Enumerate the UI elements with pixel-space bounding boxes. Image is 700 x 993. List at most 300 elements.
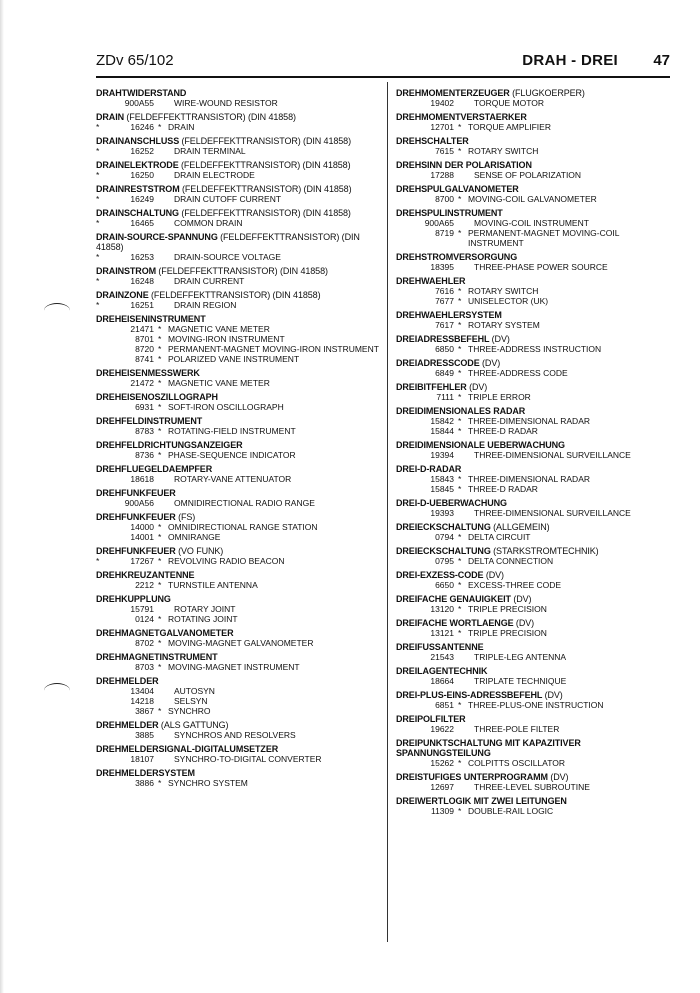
english-translation: ROTARY SYSTEM [468,320,540,330]
dictionary-entry [96,440,381,460]
entry-term [96,512,381,522]
translation-row [96,218,381,228]
column-divider [387,82,388,942]
entry-term [396,88,676,98]
translation-row [396,508,676,518]
english-translation: THREE-POLE FILTER [474,724,560,734]
dictionary-entry [96,744,381,764]
term-qualifier: (DV) [515,618,535,628]
new-entry-star: * [96,122,100,132]
translation-row [96,474,381,484]
entry-term [396,546,676,556]
term-qualifier: (FELDEFFEKTTRANSISTOR) (DIN 41858) [181,136,351,146]
term-text: DREHKREUZANTENNE [96,570,195,580]
term-qualifier: (DV) [485,570,504,580]
entry-term [396,464,676,474]
english-translation: DRAIN ELECTRODE [174,170,255,180]
english-translation: TORQUE MOTOR [474,98,545,108]
preferred-term-star: * [158,662,162,672]
translation-row [396,450,676,460]
english-translation: COLPITTS OSCILLATOR [468,758,565,768]
dictionary-entry [396,334,676,354]
term-qualifier: (FELDEFFEKTTRANSISTOR) (DIN 41858) [181,160,351,170]
preferred-term-star: * [158,638,162,648]
preferred-term-star: * [458,484,462,494]
translation-row [96,276,381,286]
term-text: DREHMELDER [96,676,159,686]
entry-term [396,334,676,344]
preferred-term-star: * [158,122,162,132]
term-text: DREHMAGNETGALVANOMETER [96,628,234,638]
preferred-term-star: * [458,532,462,542]
term-text: DREIDIMENSIONALES RADAR [396,406,526,416]
translation-row [396,724,676,734]
entry-number: 18618 [130,474,154,484]
translation-row [96,450,381,460]
dictionary-entry [96,266,381,286]
translation-row [396,344,676,354]
english-translation: DRAIN [168,122,195,132]
entry-term [96,290,381,300]
english-translation: SOFT-IRON OSCILLOGRAPH [168,402,284,412]
english-translation: REVOLVING RADIO BEACON [168,556,285,566]
entry-term [396,772,676,782]
dictionary-entry [96,88,381,108]
preferred-term-star: * [458,416,462,426]
entry-number: 18107 [130,754,154,764]
term-qualifier: (FELDEFFEKTTRANSISTOR) (DIN 41858) [181,208,351,218]
entry-number: 8736 [135,450,154,460]
preferred-term-star: * [458,426,462,436]
entry-number: 16248 [130,276,154,286]
term-text: DRAINELEKTRODE [96,160,179,170]
entry-number: 8720 [135,344,154,354]
new-entry-star: * [96,194,100,204]
term-text: DREIDIMENSIONALE UEBERWACHUNG [396,440,565,450]
english-translation: TRIPLE ERROR [468,392,531,402]
dictionary-entry [396,738,676,768]
dictionary-entry [96,546,381,566]
entry-term [96,488,381,498]
preferred-term-star: * [158,402,162,412]
translation-row [96,378,381,388]
english-translation: TORQUE AMPLIFIER [468,122,551,132]
entry-term [396,796,676,806]
translation-row [396,122,676,132]
entry-number: 17267 [130,556,154,566]
translation-row [396,296,676,306]
translation-row [96,686,381,696]
english-translation: TURNSTILE ANTENNA [168,580,258,590]
translation-row [96,300,381,310]
preferred-term-star: * [458,392,462,402]
term-qualifier: (VO FUNK) [178,546,224,556]
term-text: DRAHTWIDERSTAND [96,88,187,98]
english-translation: TRIPLE PRECISION [468,628,547,638]
entry-number: 900A65 [424,218,454,228]
preferred-term-star: * [158,614,162,624]
translation-row [396,700,676,710]
term-text: DRAINANSCHLUSS [96,136,180,146]
dictionary-entry [96,112,381,132]
entry-number: 19622 [430,724,454,734]
translation-row [96,146,381,156]
translation-row [396,806,676,816]
english-translation: DRAIN CURRENT [174,276,245,286]
new-entry-star: * [96,170,100,180]
left-column [96,88,381,792]
english-translation: MAGNETIC VANE METER [168,324,270,334]
english-translation: DRAIN TERMINAL [174,146,246,156]
english-translation: DELTA CONNECTION [468,556,554,566]
entry-number: 13120 [430,604,454,614]
entry-number: 900A55 [124,98,154,108]
english-translation: DELTA CIRCUIT [468,532,531,542]
term-text: DREHMAGNETINSTRUMENT [96,652,218,662]
preferred-term-star: * [458,228,462,238]
entry-term [96,88,381,98]
dictionary-entry [396,772,676,792]
term-text: DREHKUPPLUNG [96,594,171,604]
preferred-term-star: * [158,344,162,354]
preferred-term-star: * [458,344,462,354]
english-translation: PERMANENT-MAGNET MOVING-COIL INSTRUMENT [468,228,620,248]
translation-row [396,604,676,614]
entry-number: 14000 [130,522,154,532]
dictionary-entry [96,512,381,542]
entry-number: 13404 [130,686,154,696]
english-translation: MOVING-IRON INSTRUMENT [168,334,285,344]
translation-row [396,320,676,330]
entry-number: 0124 [135,614,154,624]
entry-term [396,440,676,450]
english-translation: THREE-D RADAR [468,426,538,436]
english-translation: EXCESS-THREE CODE [468,580,562,590]
entry-number: 19394 [430,450,454,460]
entry-number: 0794 [435,532,454,542]
english-translation: ROTARY JOINT [174,604,236,614]
page-number: 47 [653,52,670,69]
translation-row [96,662,381,672]
translation-row [396,580,676,590]
dictionary-entry [96,594,381,624]
english-translation: THREE-DIMENSIONAL SURVEILLANCE [474,450,631,460]
entry-number: 12697 [430,782,454,792]
translation-row [96,334,381,344]
translation-row [96,614,381,624]
term-text: DREIFACHE GENAUIGKEIT [396,594,511,604]
preferred-term-star: * [158,450,162,460]
term-text: DREHMELDERSYSTEM [96,768,195,778]
english-translation: THREE-ADDRESS CODE [468,368,568,378]
preferred-term-star: * [458,122,462,132]
english-translation: THREE-DIMENSIONAL SURVEILLANCE [474,508,631,518]
term-qualifier: (DV) [482,358,501,368]
entry-term [396,714,676,724]
translation-row [96,324,381,334]
entry-number: 21543 [430,652,454,662]
new-entry-star: * [96,252,100,262]
translation-row [396,194,676,204]
entry-term [96,112,381,122]
english-translation: THREE-D RADAR [468,484,538,494]
dictionary-entry [396,160,676,180]
term-text: DREHFUNKFEUER [96,546,176,556]
entry-term [396,252,676,262]
term-text: DRAINSTROM [96,266,156,276]
preferred-term-star: * [458,320,462,330]
entry-number: 8783 [135,426,154,436]
english-translation: ROTATING JOINT [168,614,238,624]
term-text: DREIWERTLOGIK MIT ZWEI LEITUNGEN [396,796,567,806]
preferred-term-star: * [158,354,162,364]
entry-number: 18664 [430,676,454,686]
english-translation: THREE-DIMENSIONAL RADAR [468,416,591,426]
translation-row [96,696,381,706]
entry-term [96,570,381,580]
page-header [96,52,670,76]
entry-term [396,136,676,146]
term-qualifier: (DV) [550,772,569,782]
translation-row [396,676,676,686]
entry-term [396,594,676,604]
entry-number: 8702 [135,638,154,648]
entry-term [96,546,381,556]
preferred-term-star: * [158,532,162,542]
dictionary-entry [396,252,676,272]
term-text: DREHEISENMESSWERK [96,368,200,378]
english-translation: TRIPLE-LEG ANTENNA [474,652,567,662]
entry-term [396,184,676,194]
dictionary-entry [396,522,676,542]
term-text: DREIADRESSCODE [396,358,480,368]
term-text: DREHSINN DER POLARISATION [396,160,532,170]
dictionary-entry [396,382,676,402]
entry-term [96,392,381,402]
translation-row [396,474,676,484]
entry-term [396,642,676,652]
entry-number: 15843 [430,474,454,484]
term-text: DREHSCHALTER [396,136,469,146]
entry-term [96,208,381,218]
preferred-term-star: * [458,556,462,566]
term-text: DREHFELDINSTRUMENT [96,416,203,426]
translation-row [396,556,676,566]
term-text: DREIBITFEHLER [396,382,467,392]
entry-term [96,266,381,276]
entry-number: 14001 [130,532,154,542]
english-translation: UNISELECTOR (UK) [468,296,549,306]
translation-row [96,98,381,108]
dictionary-entry [96,570,381,590]
term-text: DREHFLUEGELDAEMPFER [96,464,213,474]
preferred-term-star: * [158,706,162,716]
term-text: DREI-PLUS-EINS-ADRESSBEFEHL [396,690,543,700]
term-text: DREHMELDERSIGNAL-DIGITALUMSETZER [96,744,279,754]
term-qualifier: (DV) [544,690,563,700]
entry-number: 7616 [435,286,454,296]
entry-number: 3867 [135,706,154,716]
entry-number: 7617 [435,320,454,330]
translation-row [396,484,676,494]
translation-row [96,498,381,508]
punch-hole-mark [44,683,70,698]
english-translation: TRIPLE PRECISION [468,604,547,614]
dictionary-entry [96,464,381,484]
translation-row [96,344,381,354]
translation-row [96,754,381,764]
translation-row [396,652,676,662]
entry-term [96,136,381,146]
english-translation: THREE-ADDRESS INSTRUCTION [468,344,602,354]
preferred-term-star: * [458,194,462,204]
entry-number: 8700 [435,194,454,204]
translation-row [396,782,676,792]
preferred-term-star: * [458,146,462,156]
translation-row [396,416,676,426]
term-text: DREHSPULGALVANOMETER [396,184,519,194]
english-translation: OMNIDIRECTIONAL RANGE STATION [168,522,318,532]
term-text: DRAINRESTSTROM [96,184,180,194]
section-title: DRAH - DREI [522,52,618,69]
entry-term [96,314,381,324]
translation-row [96,522,381,532]
entry-term [396,112,676,122]
english-translation: PHASE-SEQUENCE INDICATOR [168,450,296,460]
document-code: ZDv 65/102 [96,52,174,69]
dictionary-entry [396,208,676,248]
term-qualifier: (FELDEFFEKTTRANSISTOR) (DIN 41858) [126,112,296,122]
dictionary-entry [96,392,381,412]
entry-number: 6931 [135,402,154,412]
entry-number: 16252 [130,146,154,156]
preferred-term-star: * [458,368,462,378]
english-translation: DRAIN REGION [174,300,237,310]
entry-term [96,594,381,604]
entry-number: 6849 [435,368,454,378]
english-translation: ROTARY-VANE ATTENUATOR [174,474,292,484]
entry-number: 8701 [135,334,154,344]
english-translation: COMMON DRAIN [174,218,243,228]
entry-number: 13121 [430,628,454,638]
entry-number: 16253 [130,252,154,262]
entry-term [96,232,381,252]
entry-number: 3885 [135,730,154,740]
english-translation: MAGNETIC VANE METER [168,378,270,388]
dictionary-entry [96,488,381,508]
translation-row [96,532,381,542]
term-qualifier: (FELDEFFEKTTRANSISTOR) (DIN 41858) [96,232,360,252]
preferred-term-star: * [458,580,462,590]
preferred-term-star: * [458,604,462,614]
entry-number: 0795 [435,556,454,566]
english-translation: WIRE-WOUND RESISTOR [174,98,278,108]
term-qualifier: (FELDEFFEKTTRANSISTOR) (DIN 41858) [158,266,328,276]
entry-number: 6650 [435,580,454,590]
translation-row [96,402,381,412]
term-text: DREIADRESSBEFEHL [396,334,490,344]
entry-term [96,720,381,730]
term-text: DREHMOMENTERZEUGER [396,88,510,98]
new-entry-star: * [96,300,100,310]
dictionary-entry [396,136,676,156]
dictionary-entry [96,232,381,262]
entry-number: 17288 [430,170,454,180]
term-text: DREIFACHE WORTLAENGE [396,618,514,628]
entry-number: 16246 [130,122,154,132]
dictionary-entry [96,628,381,648]
term-text: DREIECKSCHALTUNG [396,522,491,532]
preferred-term-star: * [158,522,162,532]
preferred-term-star: * [158,778,162,788]
term-qualifier: (DV) [491,334,510,344]
entry-term [396,666,676,676]
term-qualifier: (FLUGKOERPER) [512,88,585,98]
dictionary-entry [96,368,381,388]
entry-number: 7111 [436,392,454,402]
english-translation: SYNCHRO [168,706,211,716]
translation-row [96,706,381,716]
preferred-term-star: * [158,334,162,344]
entry-number: 15845 [430,484,454,494]
term-text: DREHFELDRICHTUNGSANZEIGER [96,440,243,450]
term-qualifier: (FELDEFFEKTTRANSISTOR) (DIN 41858) [182,184,352,194]
translation-row [396,392,676,402]
entry-number: 12701 [430,122,454,132]
punch-hole-mark [44,303,70,318]
dictionary-entry [96,136,381,156]
entry-term [396,382,676,392]
term-text: DREILAGENTECHNIK [396,666,488,676]
entry-term [96,160,381,170]
dictionary-entry [396,594,676,614]
dictionary-entry [396,714,676,734]
translation-row [96,354,381,364]
term-text: DREHWAEHLER [396,276,466,286]
term-text: DREI-D-UEBERWACHUNG [396,498,507,508]
translation-row [396,262,676,272]
new-entry-star: * [96,146,100,156]
entry-number: 11309 [430,806,454,816]
dictionary-entry [396,358,676,378]
new-entry-star: * [96,556,100,566]
term-text: DREISTUFIGES UNTERPROGRAMM [396,772,548,782]
english-translation: MOVING-COIL GALVANOMETER [468,194,597,204]
preferred-term-star: * [158,426,162,436]
english-translation: MOVING-MAGNET GALVANOMETER [168,638,314,648]
english-translation: ROTATING-FIELD INSTRUMENT [168,426,296,436]
entry-term [396,310,676,320]
dictionary-entry [396,642,676,662]
entry-number: 16249 [130,194,154,204]
entry-number: 16465 [130,218,154,228]
english-translation: ROTARY SWITCH [468,146,539,156]
translation-row [96,778,381,788]
term-text: DREHFUNKFEUER [96,488,176,498]
entry-number: 16250 [130,170,154,180]
dictionary-entry [96,208,381,228]
dictionary-entry [96,652,381,672]
right-column [396,88,676,820]
entry-term [396,498,676,508]
dictionary-entry [396,546,676,566]
term-text: DREHMELDER [96,720,159,730]
entry-number: 6850 [435,344,454,354]
term-text: DREI-D-RADAR [396,464,462,474]
translation-row [396,532,676,542]
translation-row [96,252,381,262]
translation-row [96,426,381,436]
